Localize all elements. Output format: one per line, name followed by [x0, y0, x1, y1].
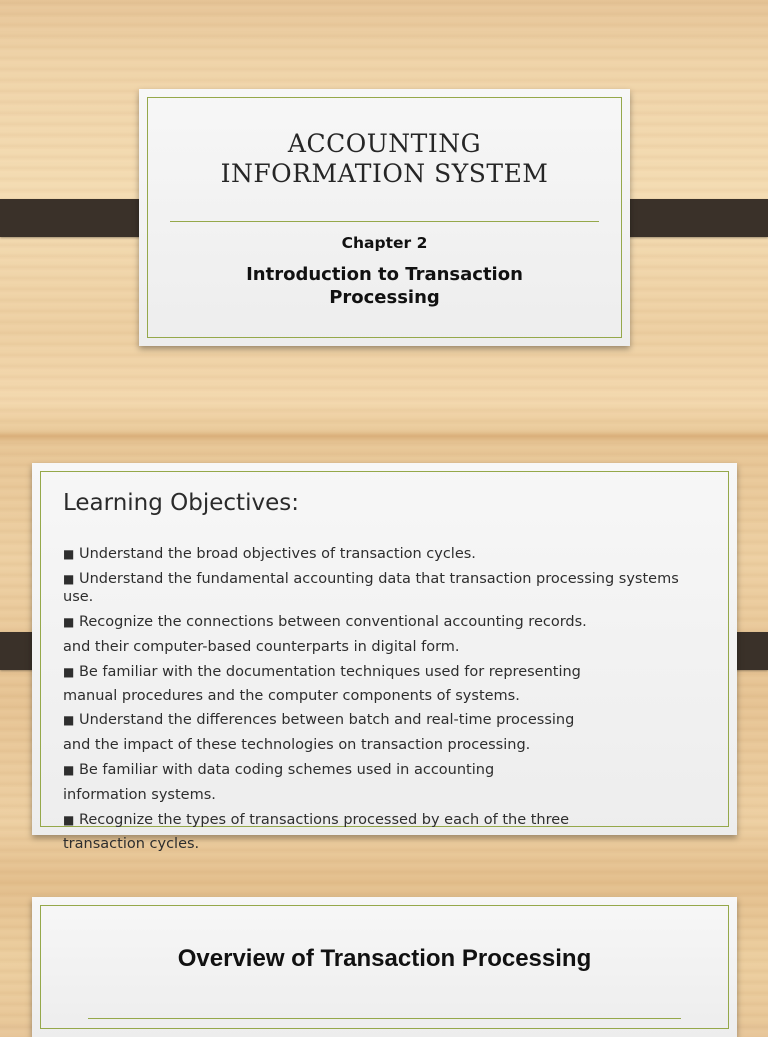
bullet-square-icon: ■: [63, 813, 75, 827]
objective-text: Understand the broad objectives of transaction cycles.: [78, 546, 476, 562]
objective-4: [63, 664, 581, 680]
objective-6: [63, 762, 494, 778]
objective-4-cont: manual procedures and the computer components of systems.: [63, 688, 520, 704]
bullet-square-icon: ■: [63, 665, 75, 679]
objectives-heading: Learning Objectives:: [63, 490, 299, 516]
objective-1: [63, 546, 476, 562]
objective-7-cont: transaction cycles.: [63, 836, 200, 852]
title-line-2: INFORMATION SYSTEM: [220, 159, 549, 188]
slide1-right-band: [613, 199, 768, 237]
objective-5-cont: and the impact of these technologies on transaction processing.: [63, 737, 531, 753]
bullet-square-icon: ■: [63, 572, 75, 586]
subtitle-line-1: Introduction to Transaction: [246, 264, 523, 285]
slide1-card: [139, 89, 630, 346]
slide3-card: [32, 897, 737, 1037]
bullet-square-icon: ■: [63, 713, 75, 727]
objective-text: Understand the differences between batch and real-time processing: [78, 712, 575, 728]
subtitle-line-2: Processing: [329, 287, 440, 308]
slide3-title: Overview of Transaction Processing: [177, 945, 592, 972]
objective-text: Be familiar with data coding schemes used in accounting: [78, 762, 495, 778]
slide1-title: [139, 129, 630, 189]
objective-2: [63, 571, 679, 587]
objective-3: [63, 614, 587, 630]
objective-3-cont: and their computer-based counterparts in digital form.: [63, 639, 460, 655]
slide1-subtitle: [139, 263, 630, 309]
objective-text: Be familiar with the documentation techniques used for representing: [78, 664, 581, 680]
objective-2-cont: use.: [63, 589, 94, 605]
objective-text: Understand the fundamental accounting data that transaction processing systems: [78, 571, 679, 587]
objective-text: Recognize the connections between conventional accounting records.: [78, 614, 587, 630]
objective-5: [63, 712, 574, 728]
bullet-square-icon: ■: [63, 615, 75, 629]
slide1-left-band: [0, 199, 155, 237]
chapter-label: Chapter 2: [341, 234, 428, 252]
objective-7: [63, 812, 569, 828]
objective-6-cont: information systems.: [63, 787, 216, 803]
slide3-divider: [88, 1018, 681, 1019]
slide1-divider: [170, 221, 599, 222]
bullet-square-icon: ■: [63, 763, 75, 777]
objective-text: Recognize the types of transactions processed by each of the three: [78, 812, 570, 828]
bullet-square-icon: ■: [63, 547, 75, 561]
title-line-1: ACCOUNTING: [287, 129, 482, 158]
